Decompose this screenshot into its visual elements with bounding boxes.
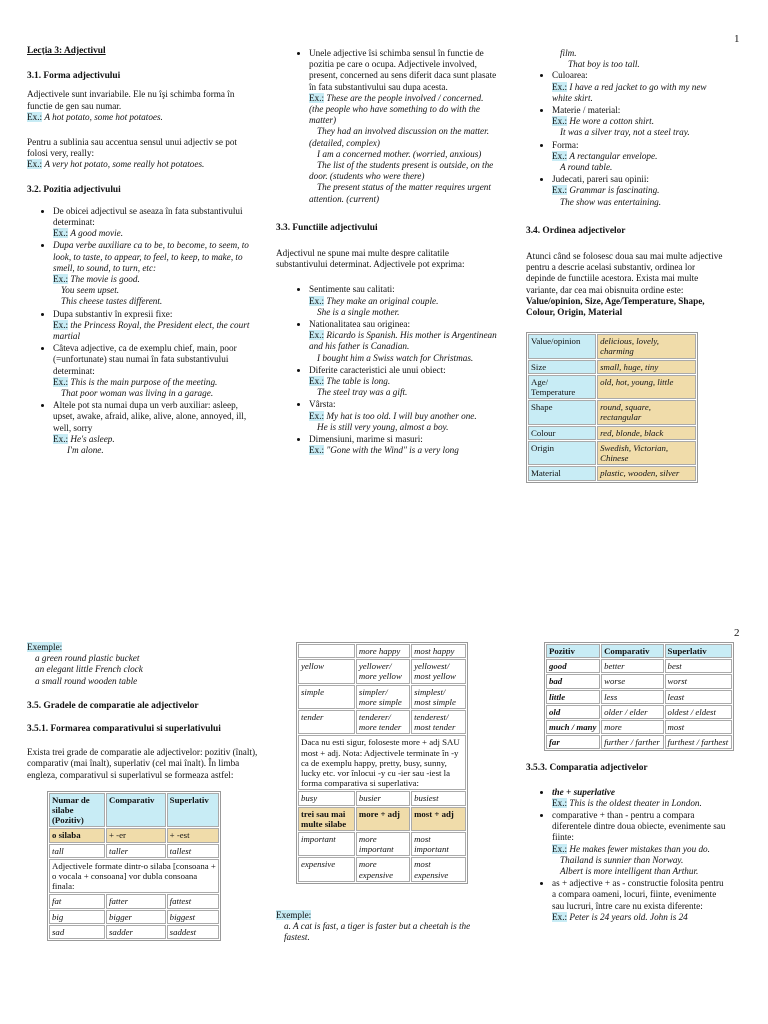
lesson-title: Lecţia 3: Adjectivul — [27, 46, 106, 56]
table-cell: best — [665, 659, 732, 673]
table-row — [49, 894, 219, 908]
list-item: • Culoarea: Ex.: I have a red jacket to go with my new white skirt. — [552, 70, 726, 104]
continued-text: film. — [560, 48, 577, 58]
table-cell: simple — [298, 685, 355, 709]
example-text: a green round plastic bucket — [35, 653, 140, 664]
order-row — [528, 375, 696, 399]
table-row — [49, 925, 219, 939]
table-cell: better — [601, 659, 663, 673]
table-cell: old — [546, 705, 600, 719]
table-note: Adjectivele formate dintr-o silaba [consoana + o vocala + consoana] vor dubla consoana finala: — [49, 859, 219, 894]
adjective-order: Value/opinion, Size, Age/Temperature, Shape, Colour, Origin, Material — [526, 295, 705, 318]
paragraph: Adjectivele sunt invariabile. Ele nu îşi schimba forma în functie de gen sau numar. — [27, 89, 235, 111]
table-cell: sad — [49, 925, 105, 939]
order-row — [528, 334, 696, 358]
table-cell: further / farther — [601, 735, 663, 749]
adjective-order-table — [526, 332, 698, 482]
table-cell — [298, 644, 355, 658]
table-cell: most — [665, 720, 732, 734]
table-cell: Size — [528, 360, 596, 374]
paragraph: Atunci când se folosesc doua sau mai multe adjective pentru a descrie acelasi substantiv, ordinea lor depinde de functiile acestora. Exista mai multe variante, dar cea mai obisnuita ordine este: — [526, 251, 723, 295]
table-row — [546, 735, 732, 749]
table-cell: delicious, lovely, charming — [597, 334, 696, 358]
order-row — [528, 400, 696, 424]
table-cell: fat — [49, 894, 105, 908]
table-cell: older / elder — [601, 705, 663, 719]
table-cell: little — [546, 690, 600, 704]
example-label: Exemple: — [27, 642, 63, 652]
list-item: • Unele adjective îsi schimba sensul în functie de pozitia pe care o ocupa. Adjectivele involved, present, concerned au sens diferit daca sunt plasate în fata substantivului sau dupa acesta. Ex.: These are the people involved / concerned. (the people who have something to do with the matter) They had an involved discussion on the matter. (detailed, complex) I am a concerned mother. (worried, anxious) The list of the students present is outside, on the door. (students who were there) The present status of the matter requires urgent attention. (current) — [309, 48, 498, 205]
table-cell: yellowest/ most yellow — [411, 659, 466, 683]
example-label: Ex.: — [27, 159, 43, 170]
table-note: Daca nu esti sigur, foloseste more + adj SAU most + adj. Nota: Adjectivele terminate în -y ca de exemplu happy, pretty, busy, sunny, lucky etc. vor înlocui -y cu -ier sau -iest la forma comparativa si superlativa: — [298, 735, 466, 790]
table-cell: small, huge, tiny — [597, 360, 696, 374]
example-text: a. A cat is fast, a tiger is faster but a cheetah is the fastest. — [284, 921, 471, 943]
table-row — [546, 705, 732, 719]
list-item: • Forma: Ex.: A rectangular envelope. A round table. — [552, 140, 726, 174]
table-cell: least — [665, 690, 732, 704]
continued-text: That boy is too tall. — [568, 59, 640, 70]
table-row — [298, 644, 466, 658]
table-cell: far — [546, 735, 600, 749]
page2-column-1 — [27, 642, 262, 941]
table-cell: good — [546, 659, 600, 673]
list-item: • Altele pot sta numai dupa un verb auxiliar: asleep, upset, awake, afraid, alike, alive, alone, annoyed, ill, well, sorry Ex.: He's asleep. I'm alone. — [53, 400, 257, 456]
paragraph: Exista trei grade de comparatie ale adjectivelor: pozitiv (înalt), comparativ (mai înalt), superlativ (cel mai înalt). În limba engleza, comparativul si superlativul se formeaza astfel: — [27, 747, 258, 780]
table-cell: more expensive — [356, 857, 410, 881]
section-title: 3.5.3. Comparatia adjectivelor — [526, 763, 648, 774]
table-cell: Origin — [528, 441, 596, 465]
table-cell: worse — [601, 674, 663, 688]
table-cell: round, square, rectangular — [597, 400, 696, 424]
table-row — [298, 659, 466, 683]
list-item: • De obicei adjectivul se aseaza în fata substantivului determinat: Ex.: A good movie. — [53, 206, 257, 240]
table-cell: big — [49, 910, 105, 924]
list-item: • Diferite caracteristici ale unui obiect: Ex.: The table is long. The steel tray was a gift. — [309, 365, 498, 399]
section-title: 3.5.1. Formarea comparativului si superlativului — [27, 724, 221, 735]
table-cell: most expensive — [411, 857, 466, 881]
list-item: • Judecati, pareri sau opinii: Ex.: Grammar is fascinating. The show was entertaining. — [552, 174, 726, 208]
table-cell: fatter — [106, 894, 166, 908]
table-cell: expensive — [298, 857, 355, 881]
order-row — [528, 360, 696, 374]
table-cell: sadder — [106, 925, 166, 939]
order-row — [528, 441, 696, 465]
table-row — [546, 690, 732, 704]
page1-column-1 — [27, 46, 257, 457]
example-text: A very hot potato, some really hot potatoes. — [44, 159, 205, 170]
example-text: a small round wooden table — [35, 675, 138, 686]
example-label: Exemple: — [276, 909, 312, 920]
list-item: • Sentimente sau calitati: Ex.: They make an original couple. She is a single mother. — [309, 284, 498, 318]
section-title: 3.3. Functiile adjectivului — [276, 222, 378, 233]
list-item: • Dupa substantiv în expresii fixe: Ex.: the Princess Royal, the President elect, the court martial — [53, 309, 257, 343]
example-text: an elegant little French clock — [35, 664, 143, 675]
table-row — [546, 720, 732, 734]
section-title: 3.5. Gradele de comparatie ale adjectivelor — [27, 700, 199, 711]
table-cell: most important — [411, 832, 466, 856]
list-item: • Câteva adjective, ca de exemplu chief, main, poor (=unfortunate) stau numai în fata substantivului determinat: Ex.: This is the main purpose of the meeting. That poor woman was living in a garage. — [53, 343, 257, 399]
irregular-comparison-table: Pozitiv Comparativ Superlativ good better best bad worse worst little less least old older / elder oldest / eldest much / many more most far further / farther furthest / farthest — [544, 642, 734, 751]
order-row — [528, 466, 696, 480]
comparison-table-2: more happy most happy yellow yellower/ more yellow yellowest/ most yellow simple simpler/ more simple simplest/ most simple tender tenderer/ more tender tenderest/ most tender Daca nu esti sigur, foloseste more + adj SAU most + adj. Nota: Adjectivele terminate în -y ca de exemplu happy, pretty, busy, sunny, lucky etc. vor înlocui -y cu -ier sau -iest la forma comparativa si superlativa: busy busier busiest trei sau mai multe silabe more + adj most + adj important more important most important expensive more expensive most expensive — [296, 642, 468, 884]
example-text: A hot potato, some hot potatoes. — [44, 111, 163, 122]
table-row — [298, 857, 466, 881]
table-row — [298, 710, 466, 734]
table-cell: Shape — [528, 400, 596, 424]
list-item: • Dimensiuni, marime si masuri: Ex.: "Gone with the Wind" is a very long — [309, 434, 498, 456]
table-cell: old, hot, young, little — [597, 375, 696, 399]
table-cell: simpler/ more simple — [356, 685, 410, 709]
table-row — [546, 674, 732, 688]
table-row — [546, 659, 732, 673]
table-cell: red, blonde, black — [597, 426, 696, 440]
table-cell: oldest / eldest — [665, 705, 732, 719]
table-cell: Value/opinion — [528, 334, 596, 358]
comparison-table-1: Numar de silabe (Pozitiv) Comparativ Superlativ o silaba + -er + -est tall taller tallest Adjectivele formate dintr-o silaba [consoana + o vocala + consoana] vor dubla consoana finala: fat fatter fattest big bigger biggest sad sadder saddest — [47, 791, 221, 941]
table-cell: much / many — [546, 720, 600, 734]
table-cell: plastic, wooden, silver — [597, 466, 696, 480]
table-cell: Colour — [528, 426, 596, 440]
section-title: 3.4. Ordinea adjectivelor — [526, 225, 626, 236]
table-cell: less — [601, 690, 663, 704]
table-cell: saddest — [167, 925, 219, 939]
table-cell: biggest — [167, 910, 219, 924]
list-item: • Dupa verbe auxiliare ca to be, to become, to seem, to look, to taste, to appear, to feel, to keep, to make, to smell, to sound, to turn, etc: Ex.: The movie is good. You seem upset. This cheese tastes different. — [53, 240, 257, 307]
list-item: • the + superlative Ex.: This is the oldest theater in London. — [552, 787, 726, 809]
table-cell: tenderer/ more tender — [356, 710, 410, 734]
table-cell: bad — [546, 674, 600, 688]
table-cell: Material — [528, 466, 596, 480]
table-cell: worst — [665, 674, 732, 688]
table-cell: most happy — [411, 644, 466, 658]
example-label: Ex.: — [27, 111, 43, 122]
page1-column-3 — [526, 48, 726, 483]
page1-column-2 — [276, 48, 498, 458]
page-number: 2 — [734, 627, 740, 639]
page2-column-2 — [276, 642, 471, 943]
list-item: • Materie / material: Ex.: He wore a cotton shirt. It was a silver tray, not a steel tray. — [552, 105, 726, 139]
table-row — [49, 910, 219, 924]
paragraph: Adjectivul ne spune mai multe despre calitatile substantivului determinat. Adjectivele pot exprima: — [276, 248, 465, 270]
table-cell: furthest / farthest — [665, 735, 732, 749]
table-cell: more happy — [356, 644, 410, 658]
table-cell: more important — [356, 832, 410, 856]
table-cell: important — [298, 832, 355, 856]
table-cell: fattest — [167, 894, 219, 908]
table-row — [298, 832, 466, 856]
order-row — [528, 426, 696, 440]
table-cell: tenderest/ most tender — [411, 710, 466, 734]
table-cell: Swedish, Victorian, Chinese — [597, 441, 696, 465]
paragraph: Pentru a sublinia sau accentua sensul unui adjectiv se pot folosi very, really: — [27, 137, 237, 159]
list-item: • Nationalitatea sau originea: Ex.: Ricardo is Spanish. His mother is Argentinean and his father is Canadian. I bought him a Swiss watch for Christmas. — [309, 319, 498, 364]
section-title: 3.2. Pozitia adjectivului — [27, 184, 121, 195]
table-cell: tender — [298, 710, 355, 734]
list-item: • comparative + than - pentru a compara diferentele dintre doua obiecte, evenimente sau fiinte: Ex.: He makes fewer mistakes than you do. Thailand is sunnier than Norway. Albert is more intelligent than Arthur. — [552, 810, 726, 877]
list-item: • as + adjective + as - constructie folosita pentru a compara oameni, locuri, fiinte, evenimente sau lucruri, între care nu exista diferente: Ex.: Peter is 24 years old. John is 24 — [552, 878, 726, 923]
table-cell: yellow — [298, 659, 355, 683]
section-title: 3.1. Forma adjectivului — [27, 71, 121, 82]
table-cell: more — [601, 720, 663, 734]
list-item: • Vârsta: Ex.: My hat is too old. I will buy another one. He is still very young, almost a boy. — [309, 399, 498, 433]
table-cell: bigger — [106, 910, 166, 924]
table-cell: yellower/ more yellow — [356, 659, 410, 683]
table-cell: simplest/ most simple — [411, 685, 466, 709]
table-row — [298, 685, 466, 709]
page2-column-3 — [526, 642, 729, 924]
table-cell: Age/ Temperature — [528, 375, 596, 399]
page-number: 1 — [734, 33, 740, 45]
